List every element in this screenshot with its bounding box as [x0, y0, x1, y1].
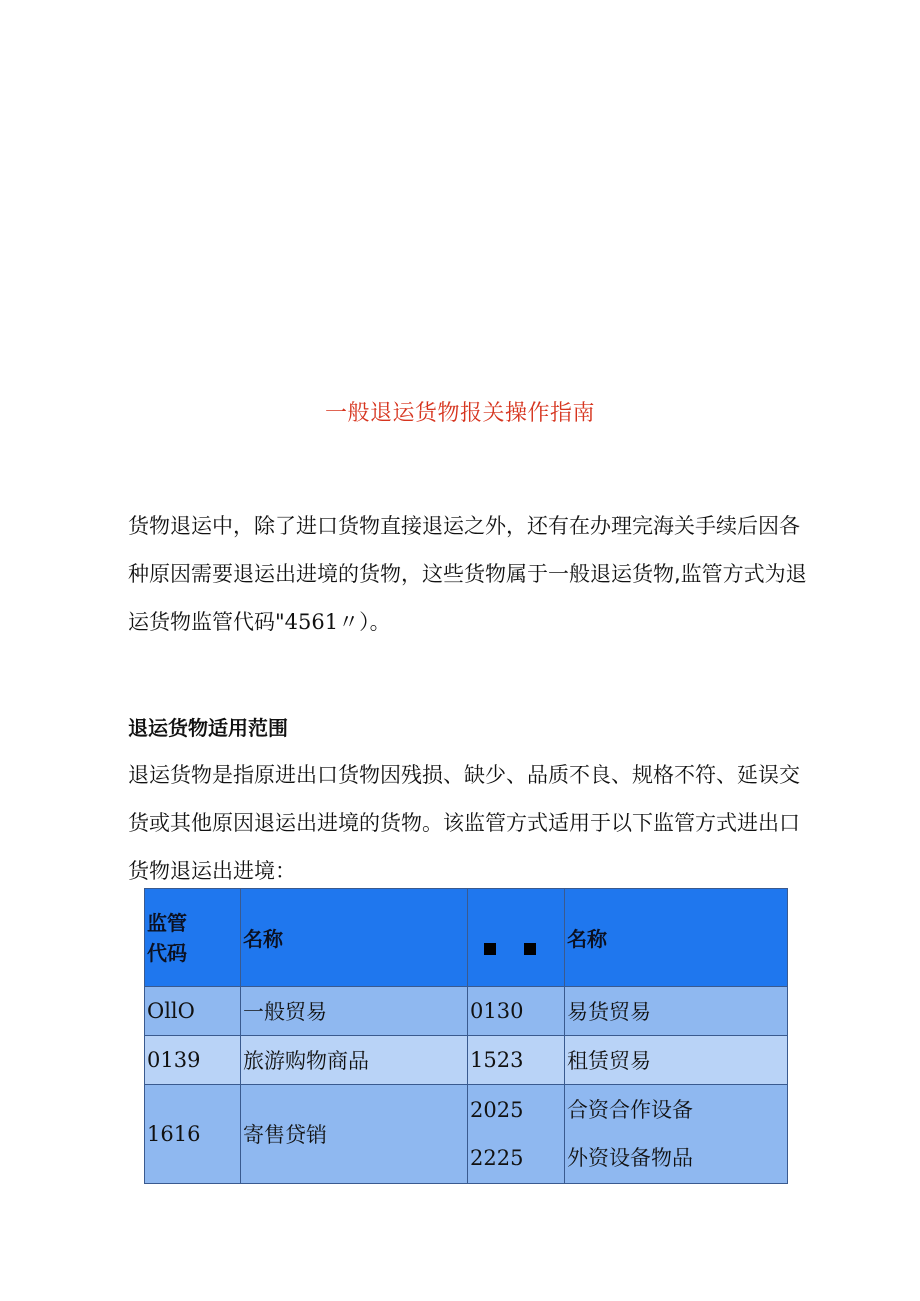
table-row — [145, 1085, 788, 1184]
cell-code: 0139 — [145, 1036, 241, 1085]
intro-text-part1: 货物退运中，除了进口货物直接退运之外，还有在办理完海关手续后因各种原因需要退运出进境的货物，这些货物属于一般退运货物,监管方式为退运货物监管代码" — [128, 514, 807, 634]
intro-code: 4561〃 — [284, 610, 360, 634]
cell-name-2: 租赁贸易 — [565, 1036, 788, 1085]
cell-name-2-line-a: 合资合作设备 — [567, 1098, 693, 1122]
supervision-code-table — [144, 888, 788, 1184]
cell-name: 一般贸易 — [241, 987, 468, 1036]
header-name: 名称 — [241, 889, 468, 987]
table-row — [145, 987, 788, 1036]
intro-paragraph — [128, 502, 818, 646]
cell-name-2-line-b: 外资设备物品 — [567, 1146, 693, 1170]
header-name-2: 名称 — [565, 889, 788, 987]
square-glyph-icon — [524, 943, 536, 955]
cell-code-2-line-a: 2025 — [470, 1098, 524, 1122]
intro-text-part2: ）。 — [359, 610, 391, 634]
cell-code-2: 1523 — [468, 1036, 565, 1085]
table-row — [145, 1036, 788, 1085]
cell-code: OllO — [145, 987, 241, 1036]
cell-code: 1616 — [145, 1085, 241, 1184]
section-heading: 退运货物适用范围 — [128, 716, 288, 740]
square-glyph-icon — [484, 943, 496, 955]
cell-name: 寄售贷销 — [241, 1085, 468, 1184]
cell-name-2: 易货贸易 — [565, 987, 788, 1036]
section-paragraph: 退运货物是指原进出口货物因残损、缺少、品质不良、规格不符、延误交货或其他原因退运出进境的货物。该监管方式适用于以下监管方式进出口货物退运出进境： — [128, 763, 800, 883]
table-header-row — [145, 889, 788, 987]
document-title: 一般退运货物报关操作指南 — [324, 401, 595, 426]
cell-code-2: 0130 — [468, 987, 565, 1036]
cell-code-2-line-b: 2225 — [470, 1146, 524, 1170]
header-code: 监管 代码 — [145, 889, 241, 987]
header-code-2 — [468, 889, 565, 987]
cell-name: 旅游购物商品 — [241, 1036, 468, 1085]
cell-code-2 — [468, 1085, 565, 1184]
cell-name-2 — [565, 1085, 788, 1184]
